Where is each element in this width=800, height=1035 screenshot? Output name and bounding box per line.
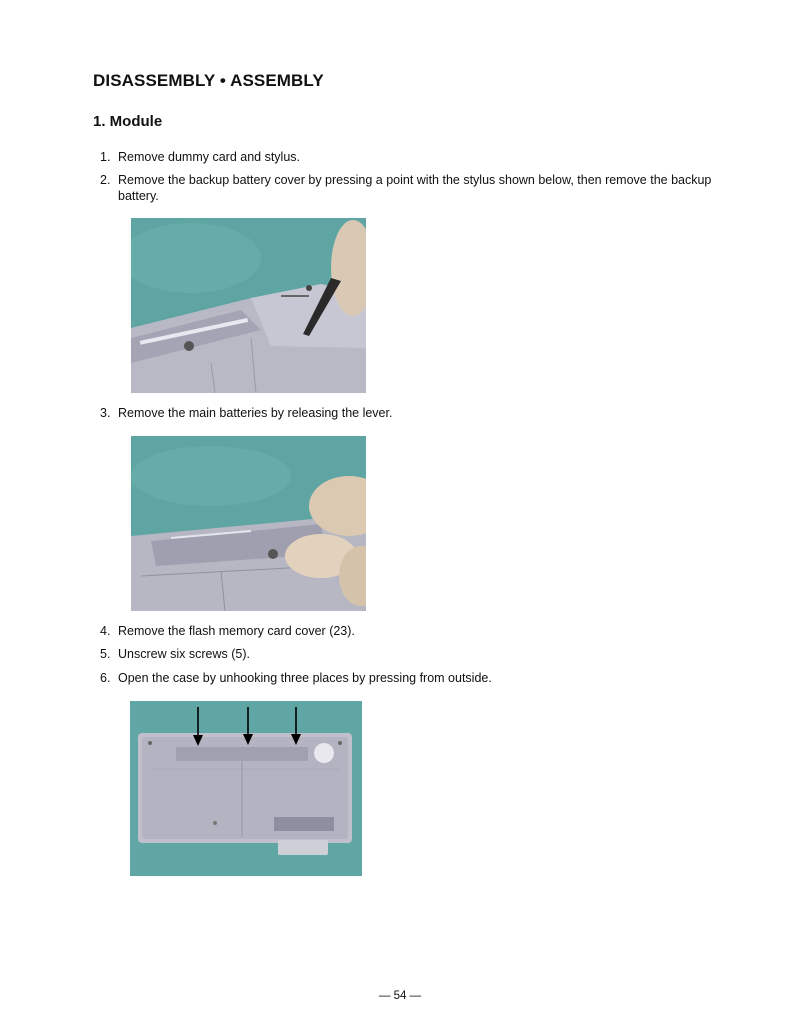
step-number: 6. [100,671,111,685]
step-number: 1. [100,150,111,164]
step-text: Remove the main batteries by releasing the lever. [118,406,393,420]
step-text: Remove dummy card and stylus. [118,150,301,164]
step-2 [100,172,720,204]
photo-case-unhook-points [130,701,362,876]
step-number: 3. [100,406,111,420]
step-text: Remove the backup battery cover by pressing a point with the stylus shown below, then remove the backup battery. [118,173,712,203]
step-text: Unscrew six screws (5). [118,647,250,661]
step-number: 4. [100,624,111,638]
step-3 [100,405,720,421]
photo-main-battery-lever [131,436,366,611]
page-number: — 54 — [378,990,422,1002]
step-number: 5. [100,647,111,661]
step-number: 2. [100,173,111,187]
page-title: DISASSEMBLY • ASSEMBLY [93,71,324,90]
section-title: 1. Module [93,113,163,130]
photo-backup-battery-cover [131,218,366,393]
step-5 [100,646,720,662]
step-1 [100,149,720,165]
step-text: Remove the flash memory card cover (23). [118,624,355,638]
step-6 [100,670,720,686]
step-text: Open the case by unhooking three places by pressing from outside. [118,671,492,685]
step-4 [100,623,720,639]
